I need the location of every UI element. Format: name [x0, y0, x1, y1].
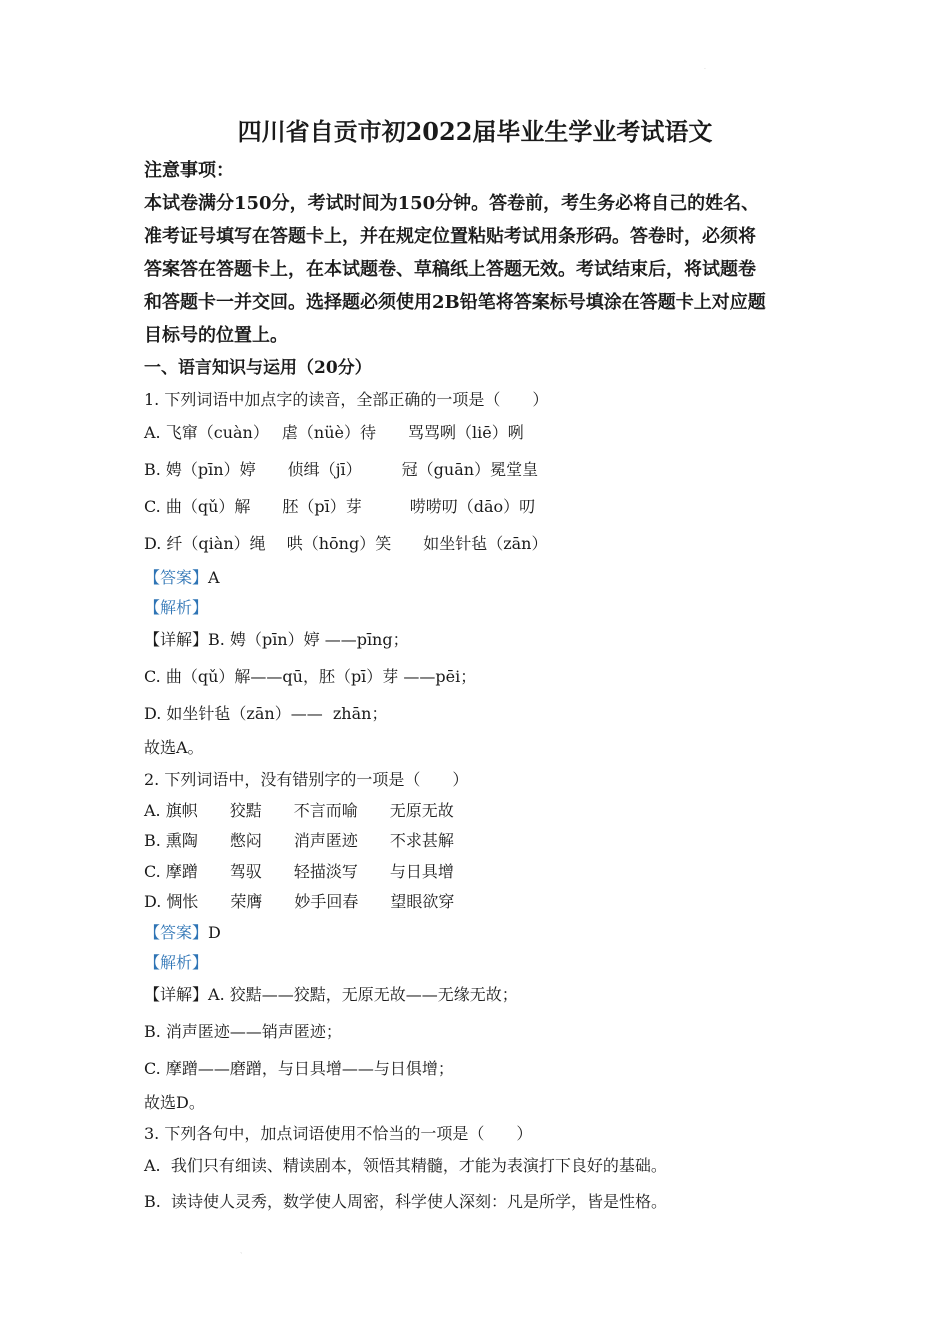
detail-tag: 【详解】 — [144, 985, 209, 1004]
notice-line: 准考证号填写在答题卡上，并在规定位置粘贴考试用条形码。答卷时，必须将 — [144, 226, 756, 247]
option-c: C. 摩蹭 驾驭 轻描淡写 与日具增 — [144, 862, 454, 881]
option-a: A. 旗帜 狡黠 不言而喻 无原无故 — [144, 801, 454, 820]
answer-value: D — [208, 923, 221, 942]
option-d: D. 纤（qiàn）绳 哄（hōng）笑 如坐针毡（zān） — [144, 534, 548, 553]
notice-line: 目标号的位置上。 — [144, 325, 288, 346]
answer-line — [144, 923, 221, 943]
option-d: D. 惆怅 荣膺 妙手回春 望眼欲穿 — [144, 892, 455, 911]
notice-line: 答案答在答题卡上，在本试题卷、草稿纸上答题无效。考试结束后，将试题卷 — [144, 259, 756, 280]
detail-line — [144, 985, 518, 1005]
option-b: B. 读诗使人灵秀，数学使人周密，科学使人深刻：凡是所学，皆是性格。 — [144, 1192, 668, 1211]
question-stem: 3. 下列各句中，加点词语使用不恰当的一项是（ ） — [144, 1124, 533, 1143]
option-b: B. 熏陶 憋闷 消声匿迹 不求甚解 — [144, 831, 454, 850]
option-a: A. 我们只有细读、精读剧本，领悟其精髓，才能为表演打下良好的基础。 — [144, 1156, 667, 1175]
conclusion-line: 故选A。 — [144, 738, 204, 757]
detail-text: B. 娉（pīn）婷 ——pīng； — [208, 630, 409, 649]
notice-line: 本试卷满分150分，考试时间为150分钟。答卷前，考生务必将自己的姓名、 — [144, 193, 760, 214]
answer-line — [144, 568, 220, 588]
detail-line — [144, 630, 409, 650]
detail-line: B. 消声匿迹——销声匿迹； — [144, 1022, 342, 1041]
answer-tag: 【答案】 — [144, 568, 209, 587]
answer-value: A — [208, 568, 220, 587]
detail-text: A. 狡黠——狡黠，无原无故——无缘无故； — [208, 985, 518, 1004]
detail-line: D. 如坐针毡（zān）—— zhān； — [144, 704, 388, 723]
answer-tag: 【答案】 — [144, 923, 209, 942]
question-stem: 1. 下列词语中加点字的读音，全部正确的一项是（ ） — [144, 390, 549, 409]
option-a: A. 飞窜（cuàn） 虐（nüè）待 骂骂咧（liē）咧 — [144, 423, 524, 442]
option-c: C. 曲（qǔ）解 胚（pī）芽 唠唠叨（dāo）叨 — [144, 497, 536, 516]
detail-tag: 【详解】 — [144, 630, 209, 649]
page-title: 四川省自贡市初2022届毕业生学业考试语文 — [237, 117, 713, 146]
question-stem: 2. 下列词语中，没有错别字的一项是（ ） — [144, 770, 469, 789]
detail-line: C. 曲（qǔ）解——qū，胚（pī）芽 ——pēi； — [144, 667, 477, 686]
notice-line: 和答题卡一并交回。选择题必须使用2B铅笔将答案标号填涂在答题卡上对应题 — [144, 292, 766, 313]
option-b: B. 娉（pīn）婷 侦缉（jī） 冠（guān）冕堂皇 — [144, 460, 539, 479]
conclusion-line: 故选D。 — [144, 1093, 205, 1112]
analysis-tag: 【解析】 — [144, 953, 209, 972]
corner-mark: . — [704, 64, 706, 71]
detail-line: C. 摩蹭——磨蹭，与日具增——与日俱增； — [144, 1059, 454, 1078]
footer-mark: 、 — [240, 1248, 247, 1255]
analysis-tag: 【解析】 — [144, 598, 209, 617]
section-heading: 一、语言知识与运用（20分） — [144, 358, 372, 378]
notice-heading: 注意事项： — [144, 160, 234, 181]
